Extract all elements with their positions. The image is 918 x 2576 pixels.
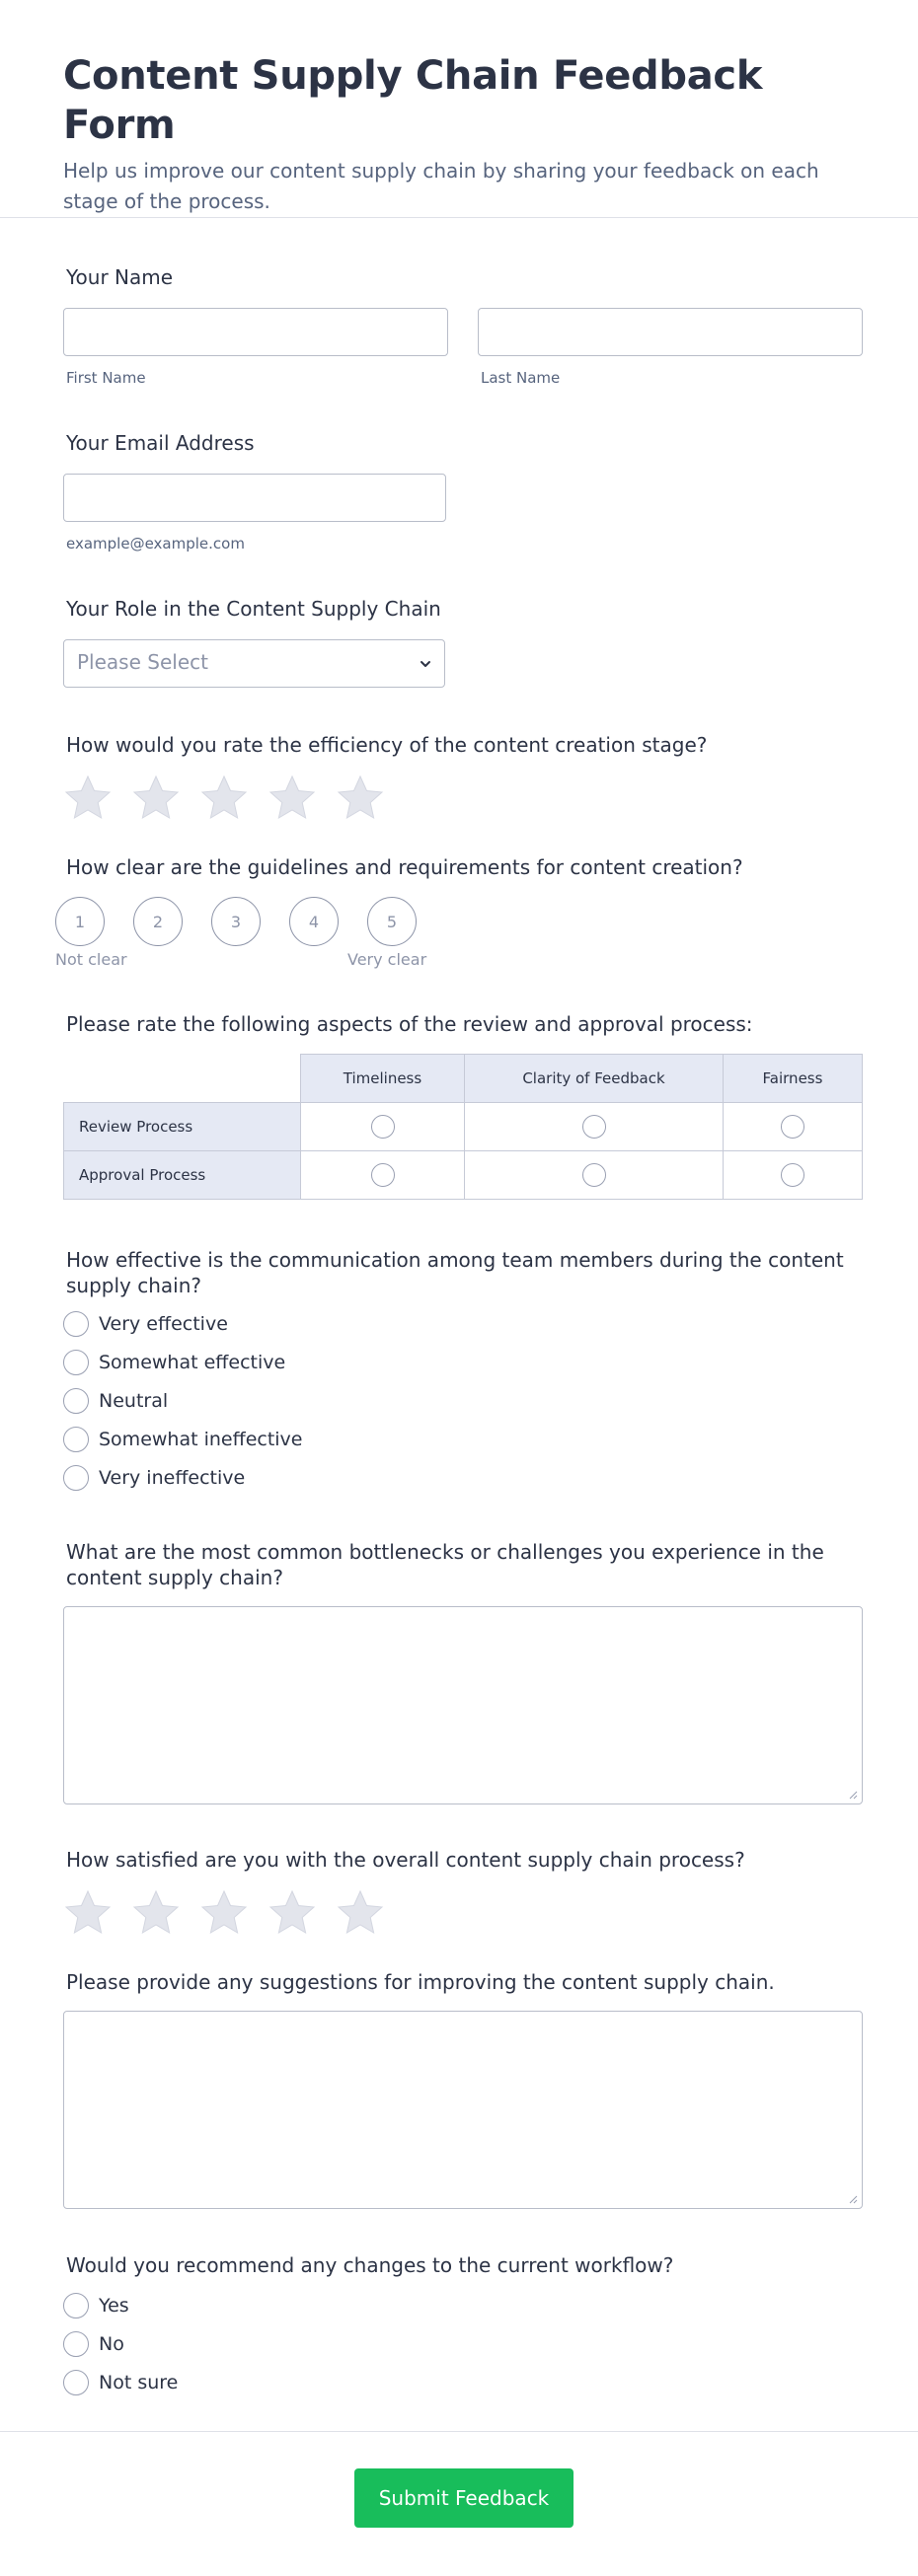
bottlenecks-field [63, 1539, 863, 1804]
last-name-sublabel: Last Name [481, 369, 561, 387]
form-header [0, 0, 918, 218]
star-icon[interactable] [131, 773, 181, 823]
role-select-value: Please Select [77, 650, 208, 674]
scale-option-2[interactable]: 2 [133, 897, 183, 946]
table-row [64, 1103, 863, 1151]
scale-low-hint: Not clear [55, 950, 127, 969]
radio-option[interactable]: No [63, 2324, 863, 2363]
star-icon[interactable] [131, 1888, 181, 1938]
star-icon[interactable] [199, 773, 249, 823]
radio-circle[interactable] [63, 1311, 89, 1337]
star-icon[interactable] [63, 773, 113, 823]
radio-option[interactable]: Very effective [63, 1304, 863, 1343]
suggestions-field [63, 1969, 863, 2209]
radio-circle[interactable] [63, 1427, 89, 1452]
creation-rating-label: How would you rate the efficiency of the content creation stage? [66, 733, 708, 757]
email-input[interactable] [63, 474, 446, 522]
first-name-sublabel: First Name [66, 369, 146, 387]
table-row [64, 1151, 863, 1200]
form-title: Content Supply Chain Feedback Form [63, 53, 763, 148]
radio-circle[interactable] [63, 1388, 89, 1414]
matrix-col-header: Timeliness [301, 1055, 465, 1103]
matrix-row-label: Review Process [64, 1103, 301, 1151]
submit-button[interactable]: Submit Feedback [354, 2468, 574, 2528]
scale-option-4[interactable]: 4 [289, 897, 339, 946]
suggestions-textarea[interactable] [63, 2011, 863, 2209]
satisfaction-star-rating [63, 1888, 863, 1938]
star-icon[interactable] [336, 773, 385, 823]
matrix-radio[interactable] [781, 1115, 804, 1139]
review-matrix-label: Please rate the following aspects of the review and approval process: [66, 1012, 753, 1036]
radio-circle[interactable] [63, 2293, 89, 2318]
matrix-radio[interactable] [371, 1163, 395, 1187]
communication-label: How effective is the communication among team members during the content supply chain? [66, 1248, 844, 1297]
bottlenecks-label: What are the most common bottlenecks or challenges you experience in the content supply chain? [66, 1540, 824, 1589]
resize-grip-icon[interactable] [848, 2194, 858, 2204]
name-field [63, 264, 863, 387]
satisfaction-label: How satisfied are you with the overall content supply chain process? [66, 1848, 745, 1872]
creation-rating-field [63, 732, 863, 823]
star-icon[interactable] [336, 1888, 385, 1938]
star-icon[interactable] [268, 773, 317, 823]
scale-option-5[interactable]: 5 [367, 897, 417, 946]
recommend-field [63, 2252, 863, 2401]
scale-option-1[interactable]: 1 [55, 897, 105, 946]
matrix-col-header: Fairness [724, 1055, 863, 1103]
radio-option[interactable]: Not sure [63, 2363, 863, 2401]
email-field [63, 430, 863, 552]
star-icon[interactable] [268, 1888, 317, 1938]
radio-option[interactable]: Somewhat ineffective [63, 1420, 863, 1458]
radio-option[interactable]: Neutral [63, 1381, 863, 1420]
role-label: Your Role in the Content Supply Chain [66, 597, 441, 621]
chevron-down-icon [419, 657, 432, 671]
matrix-radio[interactable] [582, 1115, 606, 1139]
radio-circle[interactable] [63, 2370, 89, 2395]
name-label: Your Name [66, 265, 174, 289]
scale-high-hint: Very clear [347, 950, 427, 969]
review-matrix-table [63, 1054, 863, 1200]
role-field [63, 596, 863, 688]
radio-option[interactable]: Yes [63, 2286, 863, 2324]
first-name-input[interactable] [63, 308, 448, 356]
matrix-radio[interactable] [582, 1163, 606, 1187]
email-label: Your Email Address [66, 431, 255, 455]
star-icon[interactable] [63, 1888, 113, 1938]
form-subtitle: Help us improve our content supply chain by sharing your feedback on each stage of the process. [63, 159, 819, 213]
radio-circle[interactable] [63, 2331, 89, 2357]
communication-options [63, 1304, 863, 1497]
matrix-radio[interactable] [371, 1115, 395, 1139]
guidelines-label: How clear are the guidelines and requirements for content creation? [66, 855, 743, 879]
radio-circle[interactable] [63, 1350, 89, 1375]
resize-grip-icon[interactable] [848, 1790, 858, 1800]
matrix-row-label: Approval Process [64, 1151, 301, 1200]
last-name-input[interactable] [478, 308, 863, 356]
suggestions-label: Please provide any suggestions for improving the content supply chain. [66, 1970, 775, 1994]
satisfaction-field [63, 1847, 863, 1938]
review-matrix-field [63, 1011, 863, 1200]
guidelines-field [63, 854, 863, 880]
matrix-col-header: Clarity of Feedback [465, 1055, 724, 1103]
star-icon[interactable] [199, 1888, 249, 1938]
creation-star-rating [63, 773, 863, 823]
radio-option[interactable]: Somewhat effective [63, 1343, 863, 1381]
email-sublabel: example@example.com [66, 535, 245, 552]
communication-field [63, 1247, 863, 1497]
recommend-options [63, 2286, 863, 2401]
matrix-radio[interactable] [781, 1163, 804, 1187]
radio-option[interactable]: Very ineffective [63, 1458, 863, 1497]
bottlenecks-textarea[interactable] [63, 1606, 863, 1804]
recommend-label: Would you recommend any changes to the current workflow? [66, 2253, 674, 2277]
scale-option-3[interactable]: 3 [211, 897, 261, 946]
role-select[interactable] [63, 639, 445, 688]
radio-circle[interactable] [63, 1465, 89, 1491]
